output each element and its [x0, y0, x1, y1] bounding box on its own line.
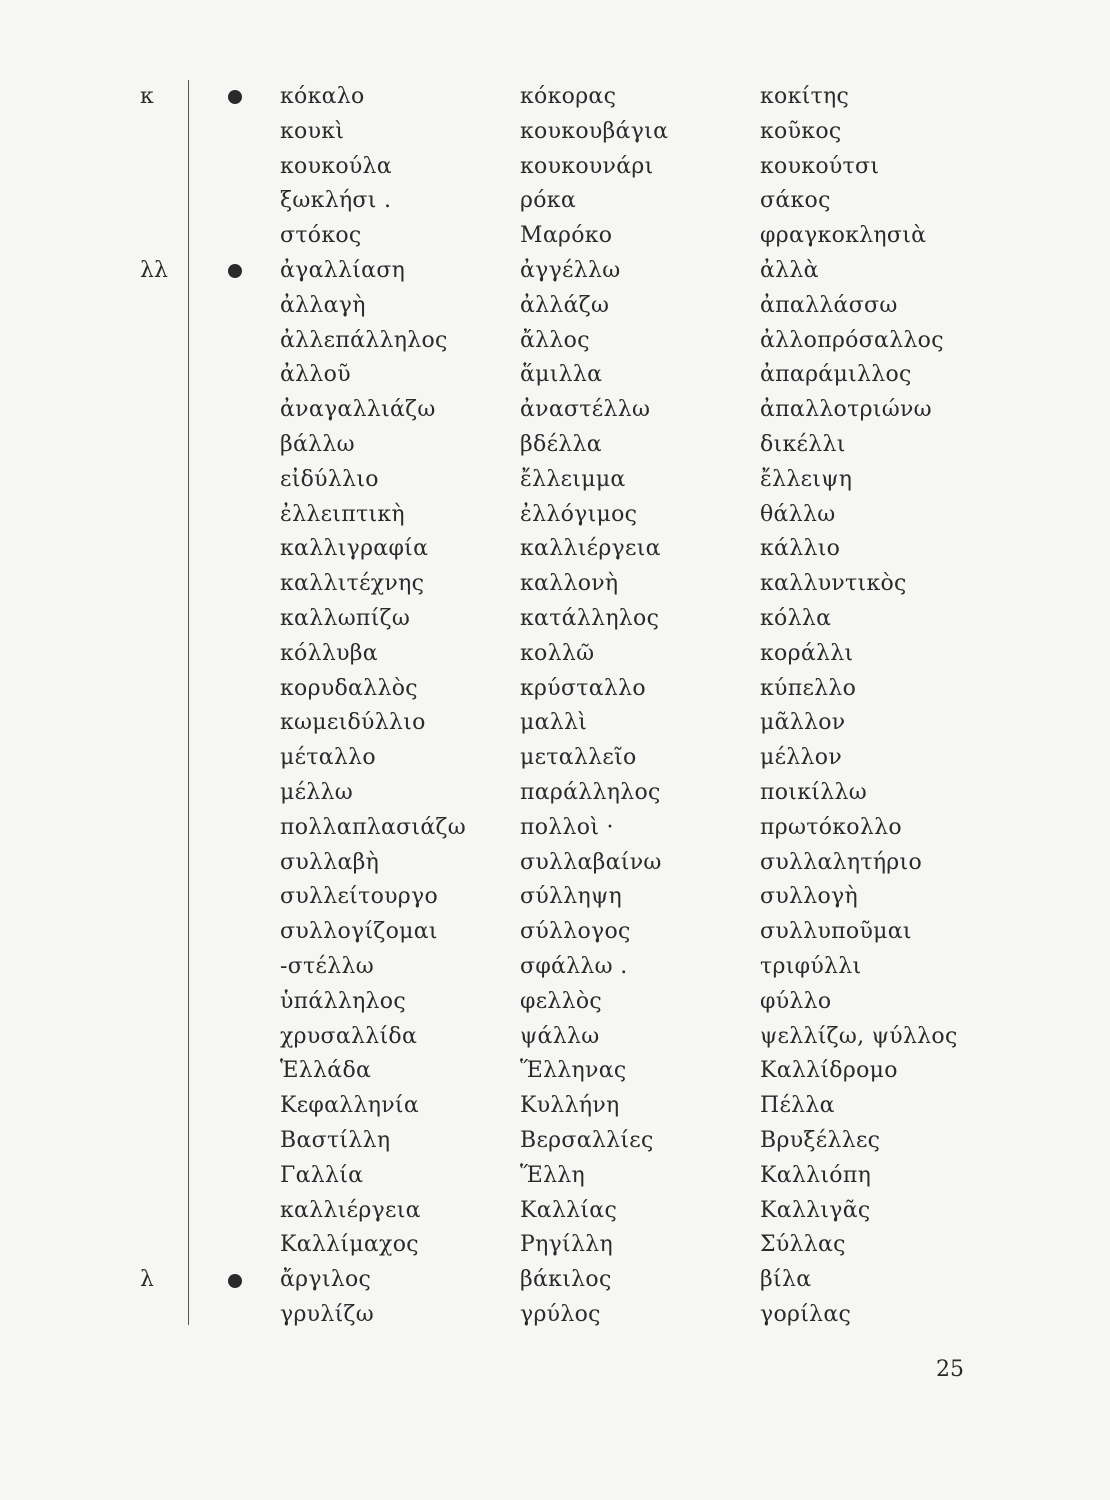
word-entry: κουκουνάρι	[520, 153, 654, 179]
word-entry: Σύλλας	[760, 1232, 846, 1258]
word-entry: μεταλλεῖο	[520, 745, 637, 771]
word-entry: βίλα	[760, 1267, 812, 1293]
word-row	[0, 1054, 1110, 1089]
word-entry: κουκουβάγια	[520, 118, 669, 144]
word-entry: ποικίλλω	[760, 780, 867, 805]
word-entry: Καλλιόπη	[760, 1162, 872, 1188]
word-entry: φύλλο	[760, 988, 832, 1014]
word-entry: Ἑλλάδα	[280, 1058, 372, 1084]
word-entry: μαλλὶ	[520, 710, 588, 736]
word-row	[0, 950, 1110, 985]
word-row	[0, 115, 1110, 150]
word-entry: εἰδύλλιο	[280, 466, 379, 492]
word-entry: Καλλίμαχος	[280, 1232, 419, 1258]
word-row	[0, 880, 1110, 915]
word-row	[0, 463, 1110, 498]
word-row	[0, 1228, 1110, 1263]
word-entry: φελλὸς	[520, 988, 603, 1014]
word-entry: συλλογίζομαι	[280, 919, 438, 945]
section-letter: κ	[140, 84, 154, 109]
word-entry: -στέλλω	[280, 954, 374, 979]
word-row	[0, 776, 1110, 811]
word-entry: βάλλω	[280, 432, 355, 457]
word-entry: Ρηγίλλη	[520, 1232, 613, 1258]
word-entry: κάλλιο	[760, 536, 841, 562]
word-entry: ἄργιλος	[280, 1267, 372, 1293]
word-row	[0, 567, 1110, 602]
word-entry: ἀγαλλίαση	[280, 258, 406, 283]
word-entry: Καλλιγᾶς	[760, 1197, 871, 1223]
word-entry: ἀλλοῦ	[280, 362, 351, 388]
word-entry: πολλοὶ ·	[520, 814, 614, 840]
word-entry: ἀγγέλλω	[520, 258, 621, 283]
word-entry: Μαρόκο	[520, 223, 613, 249]
word-entry: ἀπαλλοτριώνω	[760, 397, 932, 423]
word-entry: τριφύλλι	[760, 954, 862, 979]
word-entry: μᾶλλον	[760, 710, 846, 736]
word-entry: στόκος	[280, 223, 362, 249]
word-entry: ἀπαλλάσσω	[760, 292, 898, 318]
word-row	[0, 150, 1110, 185]
word-row	[0, 428, 1110, 463]
word-entry: βδέλλα	[520, 432, 602, 457]
word-entry: κουκούλα	[280, 153, 392, 179]
word-row	[0, 741, 1110, 776]
word-row	[0, 811, 1110, 846]
word-entry: ἔλλειψη	[760, 466, 853, 492]
word-row	[0, 846, 1110, 881]
word-entry: κατάλληλος	[520, 606, 660, 631]
word-entry: Ἕλληνας	[520, 1058, 627, 1084]
word-entry: ἀλλὰ	[760, 258, 819, 283]
word-row	[0, 637, 1110, 672]
word-entry: κωμειδύλλιο	[280, 710, 426, 736]
word-entry: σφάλλω .	[520, 954, 628, 979]
word-entry: πολλαπλασιάζω	[280, 814, 466, 840]
word-row	[0, 532, 1110, 567]
word-row	[0, 393, 1110, 428]
word-entry: φραγκοκλησιὰ	[760, 223, 927, 249]
word-entry: γρύλος	[520, 1302, 601, 1327]
word-row	[0, 1159, 1110, 1194]
word-entry: παράλληλος	[520, 780, 661, 805]
word-entry: συλλογὴ	[760, 884, 858, 910]
word-entry: συλλείτουργο	[280, 884, 439, 910]
section-letter: λλ	[140, 258, 168, 283]
word-entry: κουκὶ	[280, 118, 345, 144]
word-entry: Καλλίας	[520, 1197, 618, 1223]
word-entry: μέλλω	[280, 780, 354, 805]
word-entry: ἀλλαγὴ	[280, 292, 366, 318]
word-entry: χρυσαλλίδα	[280, 1023, 418, 1049]
word-entry: συλλυποῦμαι	[760, 919, 912, 945]
word-entry: ἀλλάζω	[520, 292, 610, 318]
word-entry: ὑπάλληλος	[280, 988, 406, 1014]
word-entry: κόλλα	[760, 606, 832, 631]
word-entry: Γαλλία	[280, 1162, 364, 1188]
word-entry: κοκίτης	[760, 84, 850, 109]
page-number: 25	[936, 1357, 964, 1382]
word-row	[0, 1263, 1110, 1298]
word-entry: μέλλον	[760, 745, 843, 771]
word-row	[0, 254, 1110, 289]
word-row	[0, 985, 1110, 1020]
word-entry: κολλῶ	[520, 640, 595, 666]
word-entry: Κυλλήνη	[520, 1093, 620, 1119]
word-entry: Βαστίλλη	[280, 1128, 391, 1153]
word-entry: Καλλίδρομο	[760, 1058, 898, 1084]
word-entry: ψάλλω	[520, 1023, 600, 1049]
word-row	[0, 184, 1110, 219]
word-entry: κόκορας	[520, 84, 617, 109]
word-row	[0, 672, 1110, 707]
word-entry: κοράλλι	[760, 640, 854, 666]
word-entry: πρωτόκολλο	[760, 814, 902, 840]
word-entry: δικέλλι	[760, 432, 846, 457]
word-entry: κοῦκος	[760, 118, 842, 144]
word-entry: σύλληψη	[520, 884, 622, 910]
word-entry: σάκος	[760, 188, 831, 214]
word-entry: ἔλλειμμα	[520, 466, 626, 492]
word-entry: ἐλλειπτικὴ	[280, 501, 405, 527]
word-entry: κόκαλο	[280, 84, 365, 109]
word-entry: ξωκλήσι .	[280, 188, 392, 214]
word-entry: Βερσαλλίες	[520, 1128, 654, 1153]
word-row	[0, 498, 1110, 533]
word-entry: ψελλίζω, ψύλλος	[760, 1023, 958, 1049]
word-row	[0, 1298, 1110, 1333]
word-entry: κόλλυβα	[280, 640, 378, 666]
word-row	[0, 1124, 1110, 1159]
word-row	[0, 324, 1110, 359]
word-row	[0, 602, 1110, 637]
word-entry: ἀναγαλλιάζω	[280, 397, 436, 423]
word-entry: σύλλογος	[520, 919, 631, 945]
word-entry: καλλιέργεια	[280, 1197, 421, 1223]
word-entry: καλλονὴ	[520, 571, 619, 597]
word-row	[0, 915, 1110, 950]
word-row	[0, 1194, 1110, 1229]
word-row	[0, 706, 1110, 741]
section-letter: λ	[140, 1267, 154, 1293]
word-entry: κορυδαλλὸς	[280, 675, 418, 701]
word-entry: Ἕλλη	[520, 1162, 586, 1188]
word-entry: κύπελλο	[760, 675, 857, 701]
word-entry: καλλυντικὸς	[760, 571, 907, 597]
word-entry: Κεφαλληνία	[280, 1093, 420, 1119]
word-entry: ἀναστέλλω	[520, 397, 651, 423]
word-entry: ἀλλοπρόσαλλος	[760, 327, 944, 353]
word-row	[0, 219, 1110, 254]
word-entry: συλλαβὴ	[280, 849, 380, 875]
word-entry: Πέλλα	[760, 1093, 835, 1119]
word-entry: βάκιλος	[520, 1267, 612, 1293]
word-row	[0, 289, 1110, 324]
word-row	[0, 358, 1110, 393]
word-row	[0, 80, 1110, 115]
word-entry: κρύσταλλο	[520, 675, 646, 701]
word-entry: συλλαβαίνω	[520, 849, 662, 875]
word-entry: κουκούτσι	[760, 153, 880, 179]
word-entry: μέταλλο	[280, 745, 376, 771]
word-entry: ἄλλος	[520, 327, 590, 353]
word-entry: θάλλω	[760, 501, 836, 527]
word-entry: ρόκα	[520, 188, 576, 214]
word-entry: ἅμιλλα	[520, 362, 603, 388]
word-entry: ἐλλόγιμος	[520, 501, 638, 527]
word-entry: καλλωπίζω	[280, 606, 411, 631]
word-entry: καλλιέργεια	[520, 536, 661, 562]
word-entry: ἀπαράμιλλος	[760, 362, 912, 388]
word-entry: συλλαλητήριο	[760, 849, 923, 875]
word-entry: Βρυξέλλες	[760, 1128, 881, 1153]
word-entry: γορίλας	[760, 1302, 852, 1327]
word-row	[0, 1020, 1110, 1055]
word-entry: ἀλλεπάλληλος	[280, 327, 448, 353]
word-entry: καλλιτέχνης	[280, 571, 425, 597]
word-entry: καλλιγραφία	[280, 536, 429, 562]
word-entry: γρυλίζω	[280, 1302, 374, 1327]
word-row	[0, 1089, 1110, 1124]
